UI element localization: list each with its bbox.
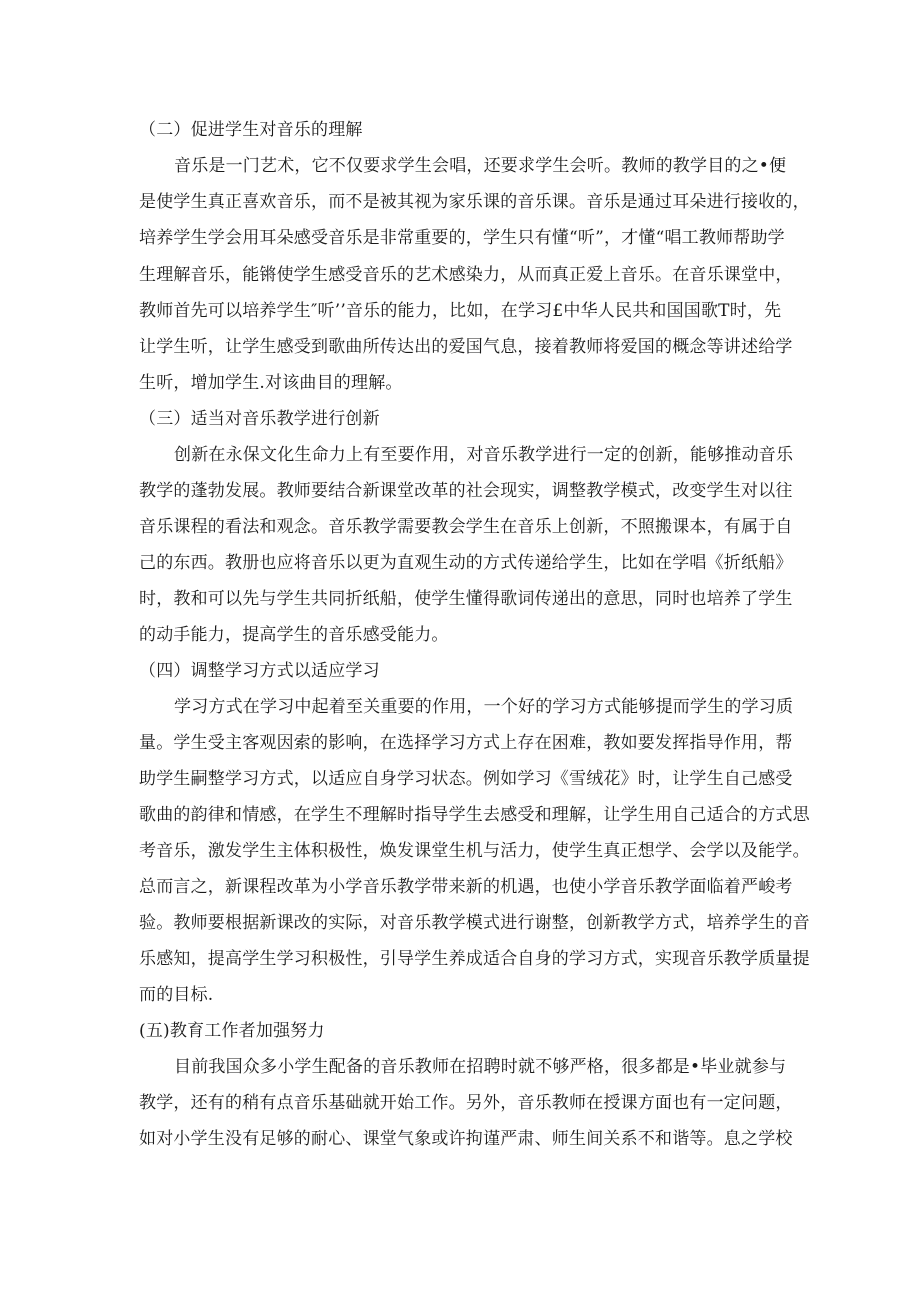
paragraph-line: 生听，增加学生.对该曲目的理解。 bbox=[139, 373, 403, 393]
paragraph-line: 时，教和可以先与学生共同折纸船，使学生懂得歌词传递出的意思，同时也培养了学生 bbox=[139, 589, 793, 609]
paragraph-line: 量。学生受主客观因索的影响，在选择学习方式上存在困难，教如要发挥指导作用，帮 bbox=[139, 733, 793, 753]
paragraph-line: 而的目标. bbox=[139, 985, 214, 1005]
paragraph-line: 目前我国众多小学生配备的音乐教师在招聘时就不够严格，很多都是•毕业就参与 bbox=[174, 1057, 787, 1077]
paragraph-line: 是使学生真正喜欢音乐，而不是被其视为家乐课的音乐课。音乐是通过耳朵进行接收的， bbox=[139, 192, 810, 212]
paragraph-line: 歌曲的韵律和情感，在学生不理解时指导学生去感受和理解，让学生用自己适合的方式思 bbox=[139, 805, 810, 825]
paragraph-line: 音乐课程的看法和观念。音乐教学需要教会学生在音乐上创新，不照搬课本，有属于自 bbox=[139, 517, 793, 537]
paragraph-line: 如对小学生没有足够的耐心、课堂气象或许拘谨严肃、师生间关系不和谐等。息之学校 bbox=[139, 1129, 793, 1149]
section-heading-3: （三）适当对音乐教学进行创新 bbox=[139, 409, 380, 429]
paragraph-line: 教学，还有的稍有点音乐基础就开始工作。另外，音乐教师在授课方面也有一定问题， bbox=[139, 1093, 793, 1113]
paragraph-line: 考音乐，激发学生主体积极性，焕发课堂生机与活力，使学生真正想学、会学以及能学。 bbox=[139, 841, 810, 861]
paragraph-line: 教师首先可以培养学生″听’’音乐的能力，比如，在学习£中华人民共和国国歌T时，先 bbox=[139, 301, 782, 321]
section-heading-5: (五)教育工作者加强努力 bbox=[139, 1021, 325, 1041]
paragraph-line: 己的东西。教册也应将音乐以更为直观生动的方式传递给学生，比如在学唱《折纸船》 bbox=[139, 553, 793, 573]
paragraph-line: 生理解音乐，能锵使学生感受音乐的艺术感染力，从而真正爱上音乐。在音乐课堂中， bbox=[139, 265, 793, 285]
paragraph-line: 让学生听，让学生感受到歌曲所传达出的爱国气息，接着教师将爱国的概念等讲述给学 bbox=[139, 337, 793, 357]
paragraph-line: 的动手能力，提高学生的音乐感受能力。 bbox=[139, 625, 449, 645]
paragraph-line: 学习方式在学习中起着至关重要的作用，一个好的学习方式能够提而学生的学习质 bbox=[174, 697, 794, 717]
paragraph-line: 创新在永保文化生命力上有至要作用，对音乐教学进行一定的创新，能够推动音乐 bbox=[174, 445, 794, 465]
paragraph-line: 助学生嗣整学习方式，以适应自身学习状态。例如学习《雪绒花》时，让学生自己感受 bbox=[139, 769, 793, 789]
paragraph-line: 乐感知，提高学生学习积极性，引导学生养成适合自身的学习方式，实现音乐教学质量提 bbox=[139, 949, 810, 969]
paragraph-line: 验。教师要根据新课改的实际，对音乐教学模式进行谢整，创新教学方式，培养学生的音 bbox=[139, 913, 810, 933]
paragraph-line: 培养学生学会用耳朵感受音乐是非常重要的，学生只有懂“听”，才懂“唱工教师帮助学 bbox=[139, 228, 785, 248]
paragraph-line: 总而言之，新课程改革为小学音乐教学带来新的机遇，也使小学音乐教学面临着严峻考 bbox=[139, 877, 793, 897]
section-heading-4: （四）调整学习方式以适应学习 bbox=[139, 661, 380, 681]
paragraph-line: 音乐是一门艺术，它不仅要求学生会唱，还要求学生会听。教师的教学目的之•便 bbox=[174, 156, 787, 176]
paragraph-line: 教学的蓬勃发展。教师要结合新课堂改革的社会现实，调整教学模式，改变学生对以往 bbox=[139, 481, 793, 501]
section-heading-2: （二）促进学生对音乐的理解 bbox=[139, 120, 363, 140]
